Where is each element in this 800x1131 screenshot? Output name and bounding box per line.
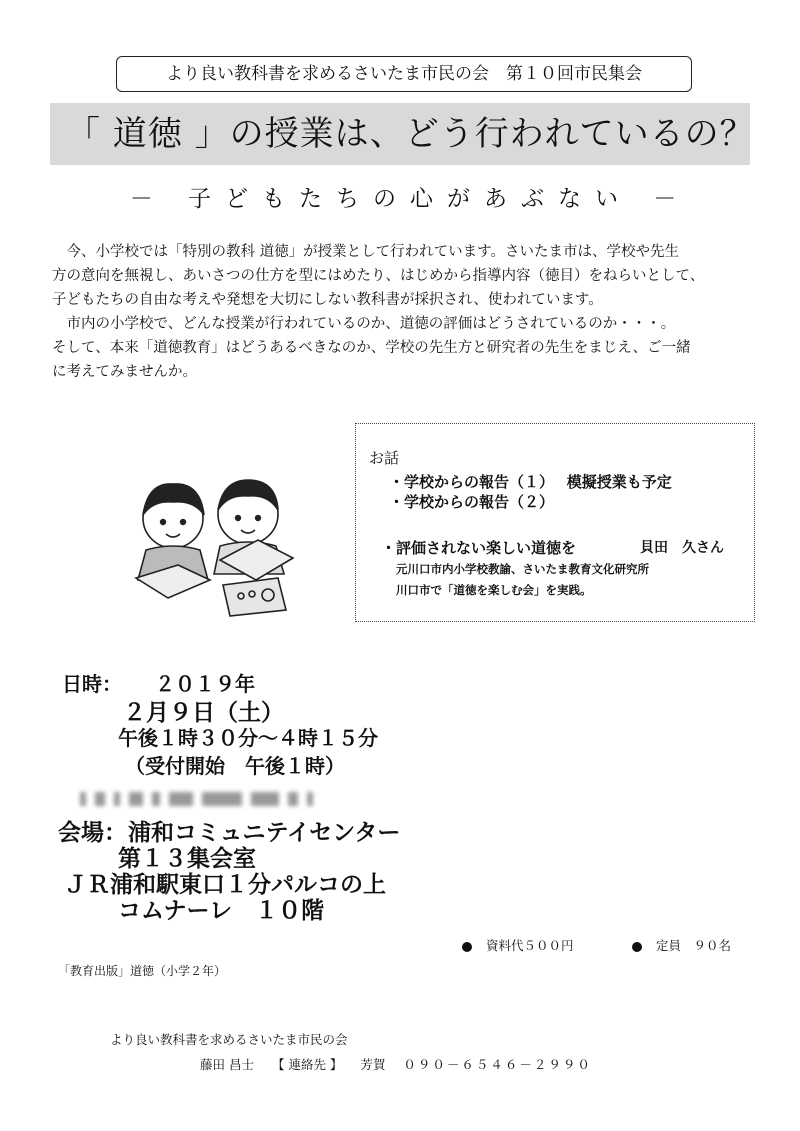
intro-line: 今、小学校では「特別の教科 道徳」が授業として行われています。さいたま市は、学校や先生 bbox=[66, 244, 679, 260]
headline: 「 道徳 」の授業は、どう行われているの？ bbox=[50, 103, 750, 165]
intro-line: に考えてみませんか。 bbox=[52, 364, 197, 380]
speaker-note-1: 元川口市内小学校教諭、さいたま教育文化研究所 bbox=[396, 562, 649, 576]
speaker-name: 貝田 久さん bbox=[640, 540, 724, 556]
bullet-icon bbox=[632, 942, 642, 952]
venue-label: 会場： bbox=[58, 820, 127, 846]
material-fee: 資料代５００円 bbox=[462, 936, 574, 954]
reception-time: （受付開始 午後１時） bbox=[125, 754, 345, 778]
intro-line: 方の意向を無視し、あいさつの仕方を型にはめたり、はじめから指導内容（徳目）をねらいとして、 bbox=[52, 268, 705, 284]
contact-person: 芳賀 bbox=[360, 1057, 386, 1072]
talk-label: お話 bbox=[369, 449, 400, 467]
organizer-contact bbox=[200, 1055, 592, 1073]
speaker-note-2: 川口市で「道徳を楽しむ会」を実践。 bbox=[396, 583, 592, 597]
event-banner: より良い教科書を求めるさいたま市民の会 第１０回市民集会 bbox=[116, 56, 692, 92]
venue-access: ＪＲ浦和駅東口１分パルコの上 bbox=[64, 872, 386, 898]
event-time: 午後１時３０分～４時１５分 bbox=[118, 726, 378, 750]
representative: 藤田 昌士 bbox=[200, 1057, 254, 1072]
capacity: 定員 ９０名 bbox=[632, 936, 731, 954]
bullet-icon bbox=[462, 942, 472, 952]
venue-name: 浦和コミュニテイセンター bbox=[128, 820, 401, 846]
talk-item-1: ・学校からの報告（１） 模擬授業も予定 bbox=[389, 473, 672, 491]
children-reading-illustration bbox=[128, 470, 308, 620]
organizer-name: より良い教科書を求めるさいたま市民の会 bbox=[110, 1032, 348, 1047]
datetime-label: 日時： bbox=[62, 672, 122, 696]
intro-line: 市内の小学校で、どんな授業が行われているのか、道徳の評価はどうされているのか・・・。 bbox=[66, 316, 676, 332]
redacted-text bbox=[80, 789, 380, 809]
illustration-caption: 「教育出版」道徳（小学２年） bbox=[58, 964, 227, 978]
contact-phone: ０９０－６５４６－２９９０ bbox=[403, 1057, 592, 1072]
event-date: ２月９日（土） bbox=[123, 700, 284, 726]
intro-line: そして、本来「道徳教育」はどうあるべきなのか、学校の先生方と研究者の先生をまじえ、ご一緒 bbox=[52, 340, 691, 356]
venue-building: コムナーレ １０階 bbox=[118, 898, 325, 924]
venue-room: 第１３集会室 bbox=[118, 846, 256, 872]
intro-line: 子どもたちの自由な考えや発想を大切にしない教科書が採択され、使われています。 bbox=[52, 292, 603, 308]
subtitle: － 子どもたちの心があぶない － bbox=[129, 186, 691, 212]
talk-item-2: ・学校からの報告（２） bbox=[389, 493, 555, 511]
contact-label: 【 連絡先 】 bbox=[271, 1057, 343, 1072]
intro-text bbox=[52, 240, 757, 384]
talk-item-3: ・評価されない楽しい道徳を bbox=[381, 539, 577, 557]
event-year: ２０１９年 bbox=[155, 672, 255, 696]
